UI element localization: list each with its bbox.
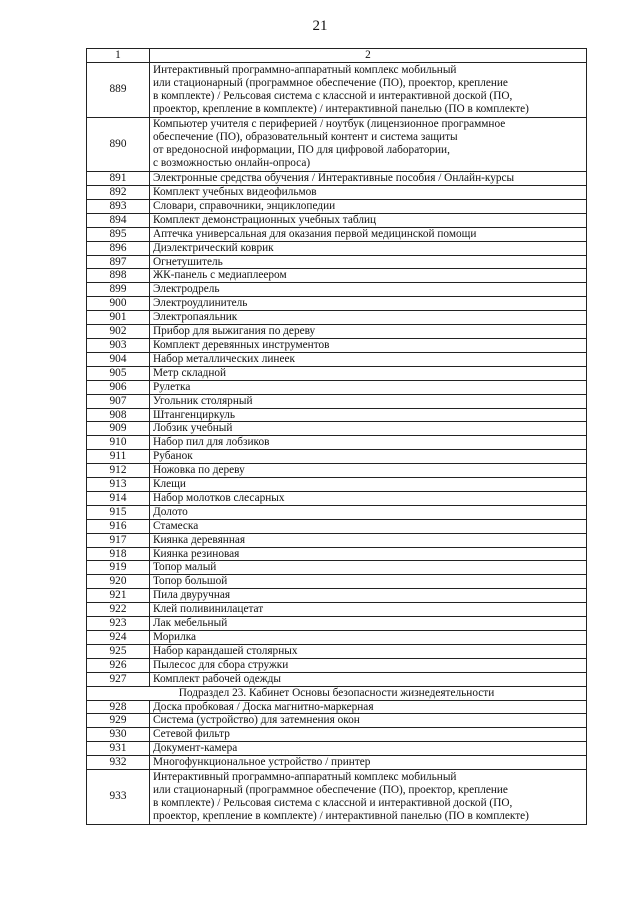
table-row xyxy=(87,658,587,672)
row-item-name: Электропаяльник xyxy=(150,311,587,325)
row-item-name: Морилка xyxy=(150,631,587,645)
table-row xyxy=(87,575,587,589)
row-number: 905 xyxy=(87,366,150,380)
table-row xyxy=(87,464,587,478)
row-item-name: Словари, справочники, энциклопедии xyxy=(150,199,587,213)
equipment-table xyxy=(86,48,587,825)
row-number: 923 xyxy=(87,617,150,631)
row-item-name: Огнетушитель xyxy=(150,255,587,269)
row-item-name: Электроудлинитель xyxy=(150,297,587,311)
row-number: 913 xyxy=(87,478,150,492)
row-item-name: Комплект учебных видеофильмов xyxy=(150,186,587,200)
row-number: 908 xyxy=(87,408,150,422)
row-item-name: Электродрель xyxy=(150,283,587,297)
row-number: 911 xyxy=(87,450,150,464)
row-item-name: Киянка деревянная xyxy=(150,533,587,547)
row-item-name: Система (устройство) для затемнения окон xyxy=(150,714,587,728)
row-item-name: Интерактивный программно-аппаратный комплекс мобильный или стационарный (программное обеспечение (ПО), проектор, крепление в комплекте) / Рельсовая система с классной и интерактивной доской (ПО, проектор, крепление в комплекте) / интерактивной панелью (ПО в комплекте) xyxy=(150,770,587,825)
row-number: 902 xyxy=(87,325,150,339)
row-number: 900 xyxy=(87,297,150,311)
row-number: 916 xyxy=(87,519,150,533)
row-item-name: Аптечка универсальная для оказания первой медицинской помощи xyxy=(150,227,587,241)
header-col-number: 1 xyxy=(87,49,150,63)
row-number: 890 xyxy=(87,117,150,172)
row-number: 901 xyxy=(87,311,150,325)
subsection-title: Подраздел 23. Кабинет Основы безопасности жизнедеятельности xyxy=(87,686,587,700)
row-item-name: Компьютер учителя с периферией / ноутбук (лицензионное программное обеспечение (ПО), образовательный контент и система защиты от вредоносной информации, ПО для цифровой лаборатории, с возможностью онлайн-опроса) xyxy=(150,117,587,172)
subsection-row xyxy=(87,686,587,700)
table-row xyxy=(87,436,587,450)
row-item-name: Комплект демонстрационных учебных таблиц xyxy=(150,213,587,227)
row-item-name: Клей поливинилацетат xyxy=(150,603,587,617)
row-number: 930 xyxy=(87,728,150,742)
row-item-name: Набор карандашей столярных xyxy=(150,644,587,658)
table-row xyxy=(87,728,587,742)
row-item-name: Топор большой xyxy=(150,575,587,589)
table-row xyxy=(87,617,587,631)
table-row xyxy=(87,227,587,241)
row-item-name: Набор молотков слесарных xyxy=(150,491,587,505)
row-number: 907 xyxy=(87,394,150,408)
table-row xyxy=(87,213,587,227)
row-number: 906 xyxy=(87,380,150,394)
row-item-name: Клещи xyxy=(150,478,587,492)
row-item-name: Метр складной xyxy=(150,366,587,380)
row-number: 914 xyxy=(87,491,150,505)
table-row xyxy=(87,672,587,686)
row-number: 903 xyxy=(87,338,150,352)
table-row xyxy=(87,422,587,436)
row-number: 915 xyxy=(87,505,150,519)
row-number: 910 xyxy=(87,436,150,450)
row-item-name: Долото xyxy=(150,505,587,519)
row-item-name: Пылесос для сбора стружки xyxy=(150,658,587,672)
row-number: 895 xyxy=(87,227,150,241)
row-number: 912 xyxy=(87,464,150,478)
table-row xyxy=(87,338,587,352)
row-number: 926 xyxy=(87,658,150,672)
table-row xyxy=(87,756,587,770)
row-number: 922 xyxy=(87,603,150,617)
row-item-name: Угольник столярный xyxy=(150,394,587,408)
table-row xyxy=(87,269,587,283)
table-row xyxy=(87,380,587,394)
row-number: 932 xyxy=(87,756,150,770)
table-row xyxy=(87,547,587,561)
header-col-name: 2 xyxy=(150,49,587,63)
row-number: 917 xyxy=(87,533,150,547)
row-number: 897 xyxy=(87,255,150,269)
row-item-name: Ножовка по дереву xyxy=(150,464,587,478)
table-row xyxy=(87,450,587,464)
table-header-row xyxy=(87,49,587,63)
table-row xyxy=(87,62,587,117)
row-item-name: Диэлектрический коврик xyxy=(150,241,587,255)
row-item-name: Комплект рабочей одежды xyxy=(150,672,587,686)
row-number: 891 xyxy=(87,172,150,186)
row-item-name: Стамеска xyxy=(150,519,587,533)
row-number: 929 xyxy=(87,714,150,728)
row-item-name: Сетевой фильтр xyxy=(150,728,587,742)
table-row xyxy=(87,255,587,269)
equipment-table-body xyxy=(87,49,587,825)
row-number: 889 xyxy=(87,62,150,117)
row-number: 931 xyxy=(87,742,150,756)
table-row xyxy=(87,199,587,213)
row-item-name: Электронные средства обучения / Интерактивные пособия / Онлайн-курсы xyxy=(150,172,587,186)
row-item-name: Штангенциркуль xyxy=(150,408,587,422)
table-row xyxy=(87,325,587,339)
table-row xyxy=(87,714,587,728)
table-row xyxy=(87,700,587,714)
table-row xyxy=(87,117,587,172)
table-row xyxy=(87,491,587,505)
row-item-name: Киянка резиновая xyxy=(150,547,587,561)
table-row xyxy=(87,408,587,422)
table-row xyxy=(87,241,587,255)
row-number: 892 xyxy=(87,186,150,200)
row-number: 920 xyxy=(87,575,150,589)
table-row xyxy=(87,742,587,756)
table-row xyxy=(87,283,587,297)
row-item-name: Рубанок xyxy=(150,450,587,464)
row-item-name: Набор пил для лобзиков xyxy=(150,436,587,450)
table-row xyxy=(87,297,587,311)
page-number: 21 xyxy=(312,18,328,34)
table-row xyxy=(87,603,587,617)
row-item-name: Рулетка xyxy=(150,380,587,394)
row-item-name: Документ-камера xyxy=(150,742,587,756)
row-number: 898 xyxy=(87,269,150,283)
row-item-name: Лак мебельный xyxy=(150,617,587,631)
row-item-name: Набор металлических линеек xyxy=(150,352,587,366)
row-number: 909 xyxy=(87,422,150,436)
row-number: 921 xyxy=(87,589,150,603)
row-item-name: Многофункциональное устройство / принтер xyxy=(150,756,587,770)
row-item-name: Доска пробковая / Доска магнитно-маркерная xyxy=(150,700,587,714)
row-number: 928 xyxy=(87,700,150,714)
table-row xyxy=(87,644,587,658)
row-item-name: Топор малый xyxy=(150,561,587,575)
row-number: 893 xyxy=(87,199,150,213)
table-row xyxy=(87,478,587,492)
row-number: 919 xyxy=(87,561,150,575)
table-row xyxy=(87,186,587,200)
table-row xyxy=(87,505,587,519)
row-item-name: Комплект деревянных инструментов xyxy=(150,338,587,352)
row-item-name: Лобзик учебный xyxy=(150,422,587,436)
table-row xyxy=(87,631,587,645)
row-number: 925 xyxy=(87,644,150,658)
row-number: 933 xyxy=(87,770,150,825)
table-row xyxy=(87,311,587,325)
table-row xyxy=(87,533,587,547)
table-row xyxy=(87,519,587,533)
row-item-name: Прибор для выжигания по дереву xyxy=(150,325,587,339)
row-number: 927 xyxy=(87,672,150,686)
table-row xyxy=(87,589,587,603)
row-number: 896 xyxy=(87,241,150,255)
row-item-name: Пила двуручная xyxy=(150,589,587,603)
table-row xyxy=(87,366,587,380)
row-number: 924 xyxy=(87,631,150,645)
row-item-name: ЖК-панель с медиаплеером xyxy=(150,269,587,283)
table-row xyxy=(87,172,587,186)
row-number: 894 xyxy=(87,213,150,227)
row-item-name: Интерактивный программно-аппаратный комплекс мобильный или стационарный (программное обеспечение (ПО), проектор, крепление в комплекте) / Рельсовая система с классной и интерактивной доской (ПО, проектор, крепление в комплекте) / интерактивной панелью (ПО в комплекте) xyxy=(150,62,587,117)
row-number: 904 xyxy=(87,352,150,366)
row-number: 918 xyxy=(87,547,150,561)
row-number: 899 xyxy=(87,283,150,297)
table-row xyxy=(87,394,587,408)
table-row xyxy=(87,561,587,575)
table-row xyxy=(87,770,587,825)
table-row xyxy=(87,352,587,366)
